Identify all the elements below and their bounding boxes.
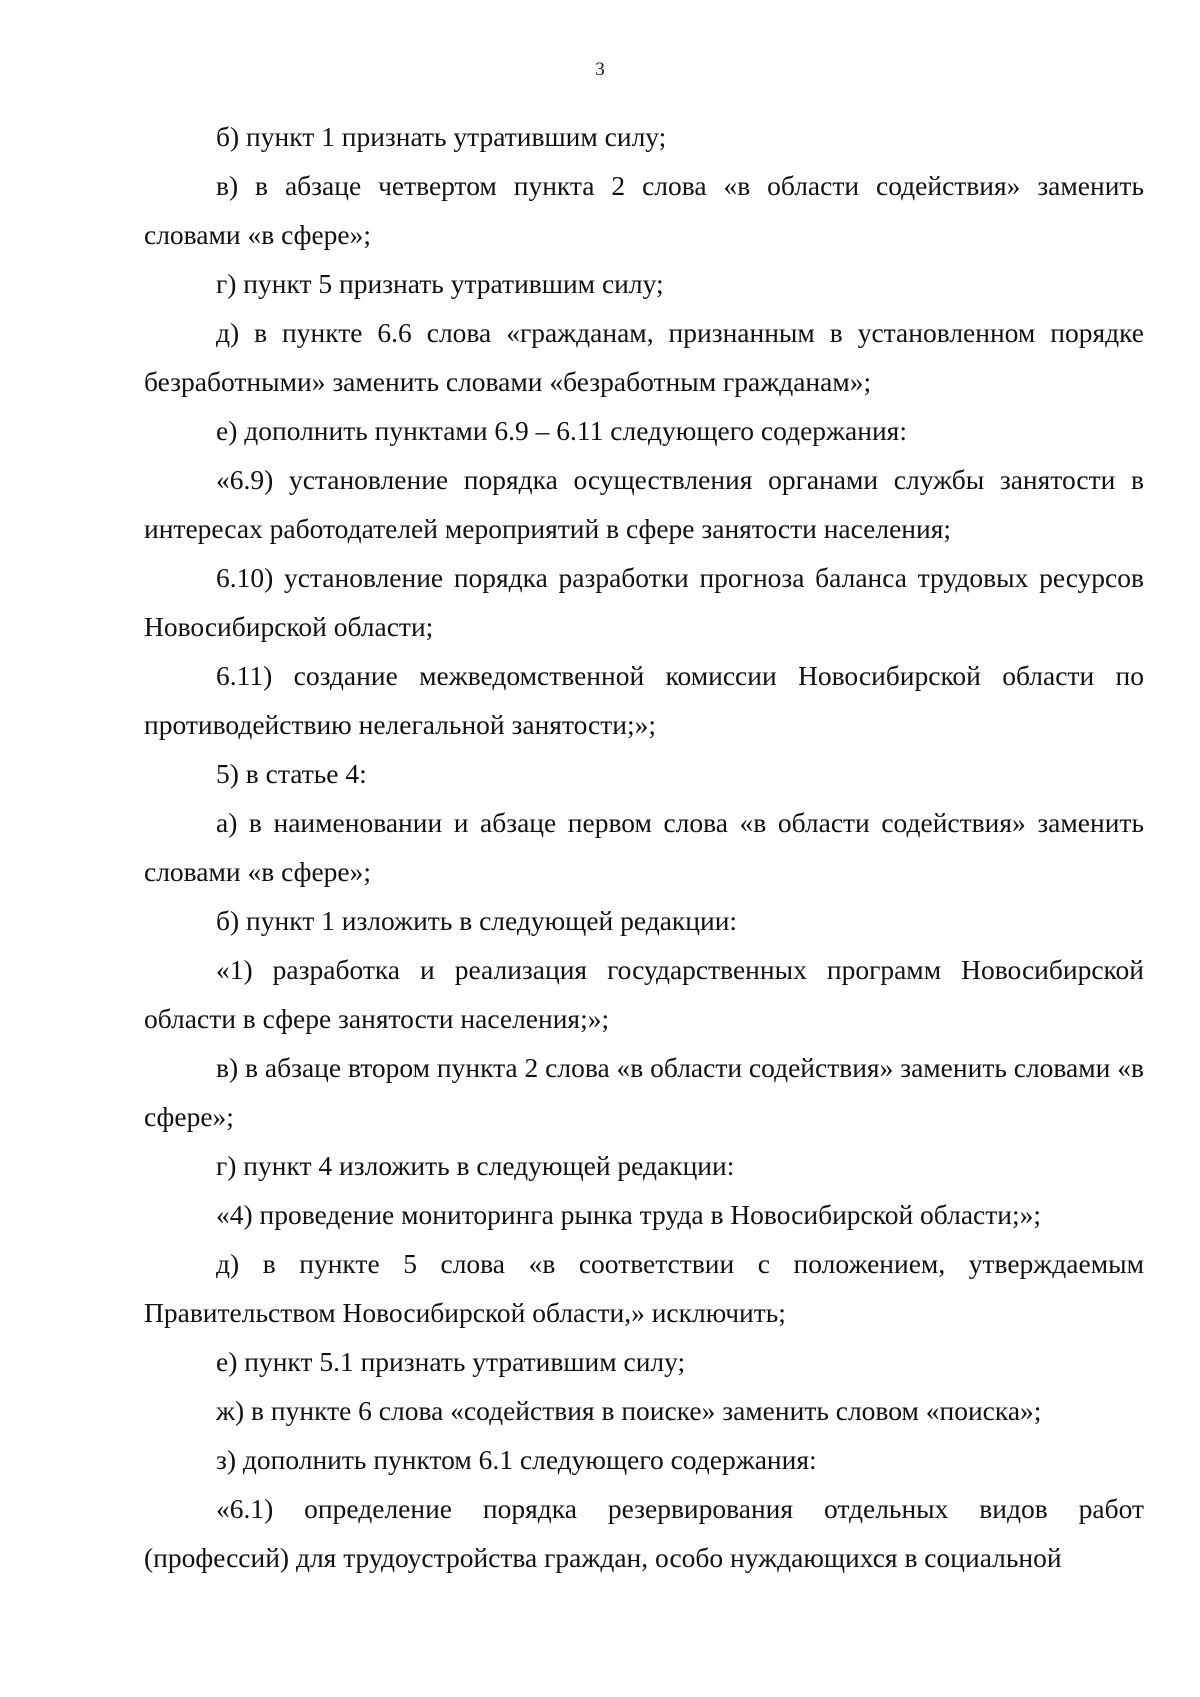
paragraph: б) пункт 1 признать утратившим силу;	[216, 121, 667, 152]
paragraph: г) пункт 4 изложить в следующей редакции:	[216, 1150, 735, 1181]
paragraph: «4) проведение мониторинга рынка труда в Новосибирской области;»;	[216, 1199, 1042, 1230]
paragraph: з) дополнить пунктом 6.1 следующего содержания:	[216, 1444, 817, 1475]
paragraph: «6.1) определение порядка резервирования отдельных видов работ (профессий) для трудоустройства граждан, особо нуждающихся в социальной	[144, 1493, 1144, 1573]
paragraph: г) пункт 5 признать утратившим силу;	[216, 268, 664, 299]
paragraph: д) в пункте 5 слова «в соответствии с положением, утверждаемым Правительством Новосибирской области,» исключить;	[144, 1248, 1144, 1328]
paragraph: 5) в статье 4:	[216, 758, 367, 789]
paragraph: е) дополнить пунктами 6.9 – 6.11 следующего содержания:	[216, 415, 907, 446]
paragraph: в) в абзаце четвертом пункта 2 слова «в области содействия» заменить словами «в сфере»;	[144, 170, 1144, 250]
paragraph: б) пункт 1 изложить в следующей редакции:	[216, 905, 738, 936]
paragraph: 6.11) создание межведомственной комиссии Новосибирской области по противодействию нелегальной занятости;»;	[144, 660, 1144, 740]
paragraph: а) в наименовании и абзаце первом слова «в области содействия» заменить словами «в сфере»;	[144, 807, 1144, 887]
paragraph: 6.10) установление порядка разработки прогноза баланса трудовых ресурсов Новосибирской области;	[144, 562, 1144, 642]
paragraph: в) в абзаце втором пункта 2 слова «в области содействия» заменить словами «в сфере»;	[144, 1052, 1144, 1132]
page-number: 3	[595, 59, 605, 80]
paragraph: «6.9) установление порядка осуществления органами службы занятости в интересах работодателей мероприятий в сфере занятости населения;	[144, 464, 1144, 544]
paragraph: ж) в пункте 6 слова «содействия в поиске» заменить словом «поиска»;	[216, 1395, 1042, 1426]
document-body	[144, 112, 1144, 1582]
paragraph: е) пункт 5.1 признать утратившим силу;	[216, 1346, 686, 1377]
paragraph: «1) разработка и реализация государственных программ Новосибирской области в сфере занятости населения;»;	[144, 954, 1144, 1034]
paragraph: д) в пункте 6.6 слова «гражданам, признанным в установленном порядке безработными» заменить словами «безработным гражданам»;	[144, 317, 1144, 397]
